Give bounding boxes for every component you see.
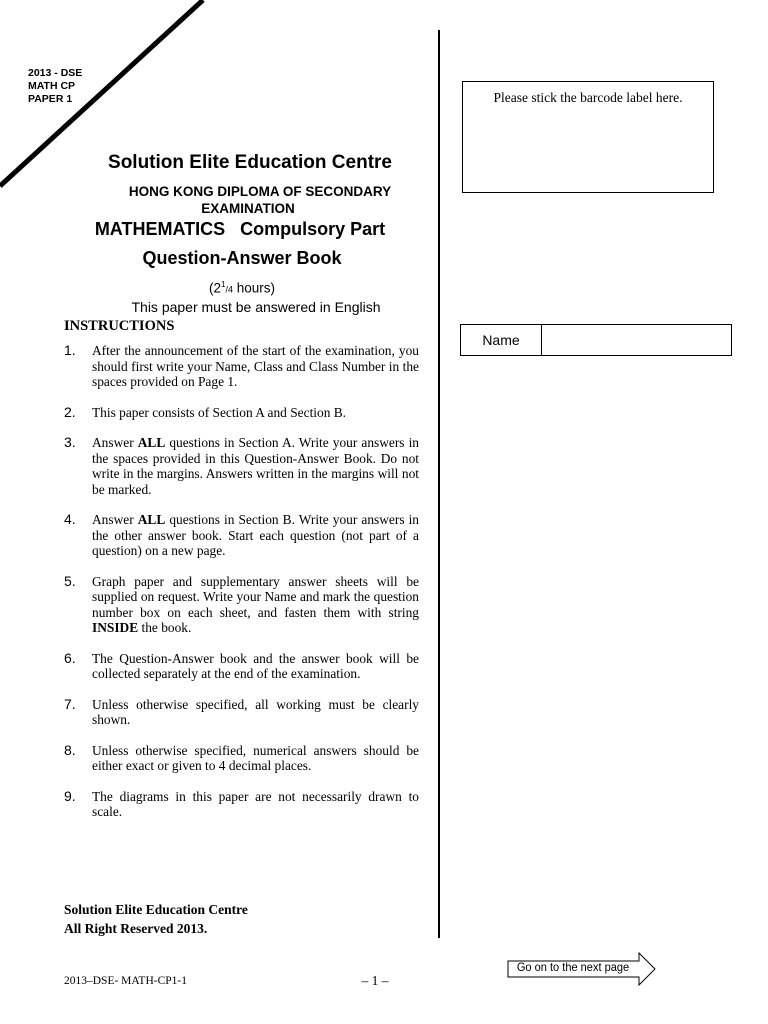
instruction-emphasis: INSIDE (92, 620, 139, 635)
instructions-list (64, 343, 419, 820)
instruction-number: 8. (64, 741, 76, 758)
name-label: Name (461, 325, 542, 355)
language-note: This paper must be answered in English (131, 299, 381, 315)
page-number: – 1 – (361, 973, 389, 988)
name-input[interactable] (542, 325, 731, 355)
instruction-text-part: Answer (92, 512, 138, 527)
instructions-heading: INSTRUCTIONS (64, 318, 175, 334)
duration-sup: 1 (221, 280, 226, 289)
duration-close: hours) (232, 280, 275, 296)
centre-title: Solution Elite Education Centre (108, 152, 392, 173)
instruction-text (92, 435, 419, 497)
instruction-text-part: questions in Section A. Write your answers in the spaces provided in this Question-Answer Book. Do not write in the margins. Answers written in the margins will not be marked. (92, 435, 420, 497)
instruction-item (64, 435, 419, 497)
instruction-text-part: Answer (92, 435, 138, 450)
instruction-number: 1. (64, 342, 76, 358)
instruction-item (64, 343, 419, 390)
instruction-item (64, 743, 419, 774)
instruction-text (92, 789, 419, 820)
instruction-text-part: the book. (138, 620, 192, 635)
diploma-title-line1: HONG KONG DIPLOMA OF SECONDARY (128, 184, 392, 199)
footer-organisation (64, 900, 248, 938)
instruction-number: 2. (64, 403, 76, 420)
book-title: Question-Answer Book (142, 248, 342, 268)
name-field-box (460, 324, 732, 356)
instruction-number: 4. (64, 511, 76, 527)
instruction-item (64, 651, 419, 682)
instruction-item (64, 512, 419, 559)
paper-code-line: PAPER 1 (28, 93, 73, 105)
instruction-text-part: Unless otherwise specified, numerical answers should be either exact or given to 4 decimal places. (92, 742, 419, 773)
next-page-label: Go on to the next page (516, 960, 630, 974)
instruction-text-part: This paper consists of Section A and Section B. (92, 404, 347, 420)
subject-title (70, 219, 410, 240)
paper-code-line: MATH CP (28, 80, 76, 92)
instruction-text (92, 574, 419, 636)
barcode-instruction: Please stick the barcode label here. (493, 90, 683, 105)
diploma-title-line2: EXAMINATION (201, 201, 295, 216)
instruction-text (92, 405, 419, 421)
instruction-text-part: The diagrams in this paper are not necessarily drawn to scale. (92, 788, 419, 819)
instruction-text (92, 651, 419, 682)
instruction-number: 7. (64, 695, 76, 712)
paper-code-block (28, 67, 82, 106)
instruction-item (64, 789, 419, 820)
instruction-item (64, 574, 419, 636)
instruction-emphasis: ALL (137, 435, 166, 450)
duration-open: (2 (208, 280, 221, 296)
instruction-text (92, 512, 419, 559)
instruction-emphasis: ALL (137, 512, 166, 527)
instruction-number: 6. (64, 649, 76, 666)
instruction-item (64, 697, 419, 728)
footer-rights: All Right Reserved 2013. (64, 921, 208, 936)
instruction-text-part: Graph paper and supplementary answer sheets will be supplied on request. Write your Name and mark the question number box on each sheet, and fasten them with string (92, 573, 419, 620)
paper-code-line: 2013 - DSE (28, 67, 83, 79)
footer-org-name: Solution Elite Education Centre (64, 902, 248, 917)
footer-paper-code: 2013–DSE- MATH-CP1-1 (64, 975, 187, 987)
instruction-item (64, 405, 419, 421)
instruction-number: 3. (64, 434, 76, 450)
instruction-text (92, 697, 419, 728)
instruction-text (92, 343, 419, 390)
subject-text: MATHEMATICS Compulsory Part (94, 219, 386, 239)
instruction-text-part: The Question-Answer book and the answer book will be collected separately at the end of the examination. (92, 650, 419, 681)
duration-sub: /4 (225, 284, 233, 295)
instruction-number: 5. (64, 572, 76, 589)
instruction-number: 9. (64, 787, 76, 804)
instruction-text (92, 743, 419, 774)
instruction-text-part: After the announcement of the start of the examination, you should first write your Name, Class and Class Number in the spaces provided on Page 1. (92, 343, 419, 389)
instruction-text-part: Unless otherwise specified, all working must be clearly shown. (92, 696, 419, 727)
duration (72, 280, 412, 296)
instruction-text-part: questions in Section B. Write your answers in the other answer book. Start each question (not part of a question) on a new page. (92, 512, 420, 558)
column-divider (438, 30, 440, 938)
barcode-box (462, 81, 714, 193)
